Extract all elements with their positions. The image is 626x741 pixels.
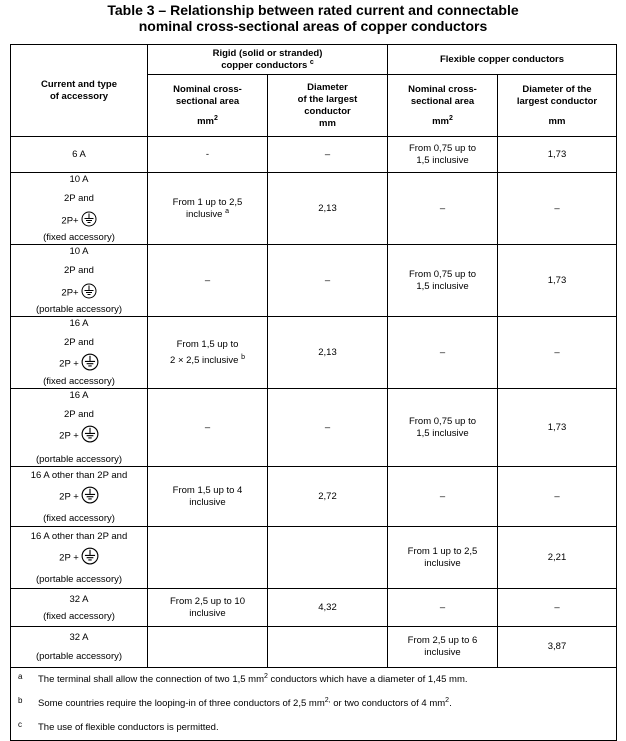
cell-flex-area: – <box>388 173 498 245</box>
footnotes <box>11 668 617 741</box>
cell-flex-area: – <box>388 317 498 389</box>
cell-flex-area: From 0,75 up to 1,5 inclusive <box>388 137 498 173</box>
cell-flex-diameter: – <box>498 467 617 527</box>
footnote-ref: c <box>309 58 314 66</box>
header-flex-area: Nominal cross- sectional area $mm^2$ <box>388 75 498 137</box>
cell-current: 32 A (portable accessory) <box>11 627 148 668</box>
cell-current: 32 A (fixed accessory) <box>11 589 148 627</box>
footnote-a <box>13 668 614 692</box>
table-row <box>11 317 617 389</box>
cell-rigid-diameter <box>268 527 388 589</box>
cell-rigid-area: – <box>148 389 268 467</box>
cell-rigid-diameter: – <box>268 245 388 317</box>
table-row <box>11 137 617 173</box>
cell-current: 10 A 2P and 2P+ (fixed accessory) <box>11 173 148 245</box>
cell-current: 10 A 2P and 2P+ (portable accessory) <box>11 245 148 317</box>
cell-rigid-diameter: 4,32 <box>268 589 388 627</box>
footnote-c <box>13 716 614 740</box>
cell-rigid-area: From 1,5 up to 4 inclusive <box>148 467 268 527</box>
cell-rigid-diameter: – <box>268 137 388 173</box>
protective-earth-icon <box>81 425 99 447</box>
table-row <box>11 527 617 589</box>
header-rigid-diameter: Diameter of the largest conductor mm <box>268 75 388 137</box>
footnote-mark: b <box>18 696 23 705</box>
cell-current: 16 A 2P and 2P + (portable accessory) <box>11 389 148 467</box>
table-title-line-1: Table 3 – Relationship between rated current and connectable <box>107 2 519 18</box>
cell-flex-diameter: – <box>498 317 617 389</box>
cell-rigid-diameter: – <box>268 389 388 467</box>
cell-rigid-diameter: 2,13 <box>268 173 388 245</box>
header-row-1 <box>11 45 617 75</box>
table-row <box>11 627 617 668</box>
footnote-text: Some countries require the looping-in of three conductors of 2,5 $mm^{2,}$ or two conductors of 4 $mm^2$. <box>38 696 452 709</box>
table-row <box>11 389 617 467</box>
cell-flex-area: From 2,5 up to 6 inclusive <box>388 627 498 668</box>
footnote-mark: a <box>18 672 23 681</box>
cell-flex-diameter: 3,87 <box>498 627 617 668</box>
cell-flex-diameter: – <box>498 589 617 627</box>
cell-current: 16 A 2P and 2P + (fixed accessory) <box>11 317 148 389</box>
cell-flex-diameter: 1,73 <box>498 389 617 467</box>
cell-rigid-area: - <box>148 137 268 173</box>
header-rigid-area: Nominal cross- sectional area $mm^2$ <box>148 75 268 137</box>
footnote-mark: c <box>18 720 22 729</box>
cell-flex-diameter: 1,73 <box>498 137 617 173</box>
table-title <box>0 2 626 34</box>
table-row <box>11 173 617 245</box>
cell-flex-diameter: 1,73 <box>498 245 617 317</box>
cell-flex-diameter: 2,21 <box>498 527 617 589</box>
header-current-type: Current and type of accessory <box>11 45 148 137</box>
cell-rigid-area: From 1 up to 2,5 inclusive $^a$ <box>148 173 268 245</box>
table-title-line-2: nominal cross-sectional areas of copper conductors <box>138 18 488 34</box>
footnote-ref: b <box>241 353 245 361</box>
protective-earth-icon <box>81 486 99 508</box>
cell-current: 16 A other than 2P and 2P + (portable accessory) <box>11 527 148 589</box>
header-flexible-group: Flexible copper conductors <box>388 45 617 75</box>
conductor-table <box>10 44 617 741</box>
footnote-text: The use of flexible conductors is permitted. <box>38 722 219 733</box>
cell-flex-diameter: – <box>498 173 617 245</box>
footnote-ref: a <box>225 207 229 215</box>
cell-flex-area: – <box>388 467 498 527</box>
footnote-b <box>13 692 614 716</box>
cell-rigid-diameter <box>268 627 388 668</box>
cell-current: 16 A other than 2P and 2P + (fixed accessory) <box>11 467 148 527</box>
cell-flex-area: From 0,75 up to 1,5 inclusive <box>388 245 498 317</box>
cell-rigid-area <box>148 627 268 668</box>
cell-rigid-area: From 2,5 up to 10 inclusive <box>148 589 268 627</box>
cell-rigid-area: From 1,5 up to 2 × 2,5 inclusive $^b$ <box>148 317 268 389</box>
cell-rigid-diameter: 2,13 <box>268 317 388 389</box>
cell-rigid-area: – <box>148 245 268 317</box>
cell-flex-area: From 1 up to 2,5 inclusive <box>388 527 498 589</box>
cell-flex-area: From 0,75 up to 1,5 inclusive <box>388 389 498 467</box>
cell-flex-area: – <box>388 589 498 627</box>
protective-earth-icon <box>81 283 97 303</box>
cell-rigid-diameter: 2,72 <box>268 467 388 527</box>
header-rigid-group: Rigid (solid or stranded) copper conductors $^c$ <box>148 45 388 75</box>
header-flex-diameter: Diameter of the largest conductor mm <box>498 75 617 137</box>
footnotes-row <box>11 668 617 741</box>
table-row <box>11 467 617 527</box>
table-row <box>11 245 617 317</box>
protective-earth-icon <box>81 353 99 375</box>
cell-current: 6 A <box>11 137 148 173</box>
protective-earth-icon <box>81 211 97 231</box>
table-row <box>11 589 617 627</box>
footnote-text: The terminal shall allow the connection of two 1,5 $mm^2$ conductors which have a diameter of 1,45 mm. <box>38 672 468 685</box>
cell-rigid-area <box>148 527 268 589</box>
protective-earth-icon <box>81 547 99 569</box>
